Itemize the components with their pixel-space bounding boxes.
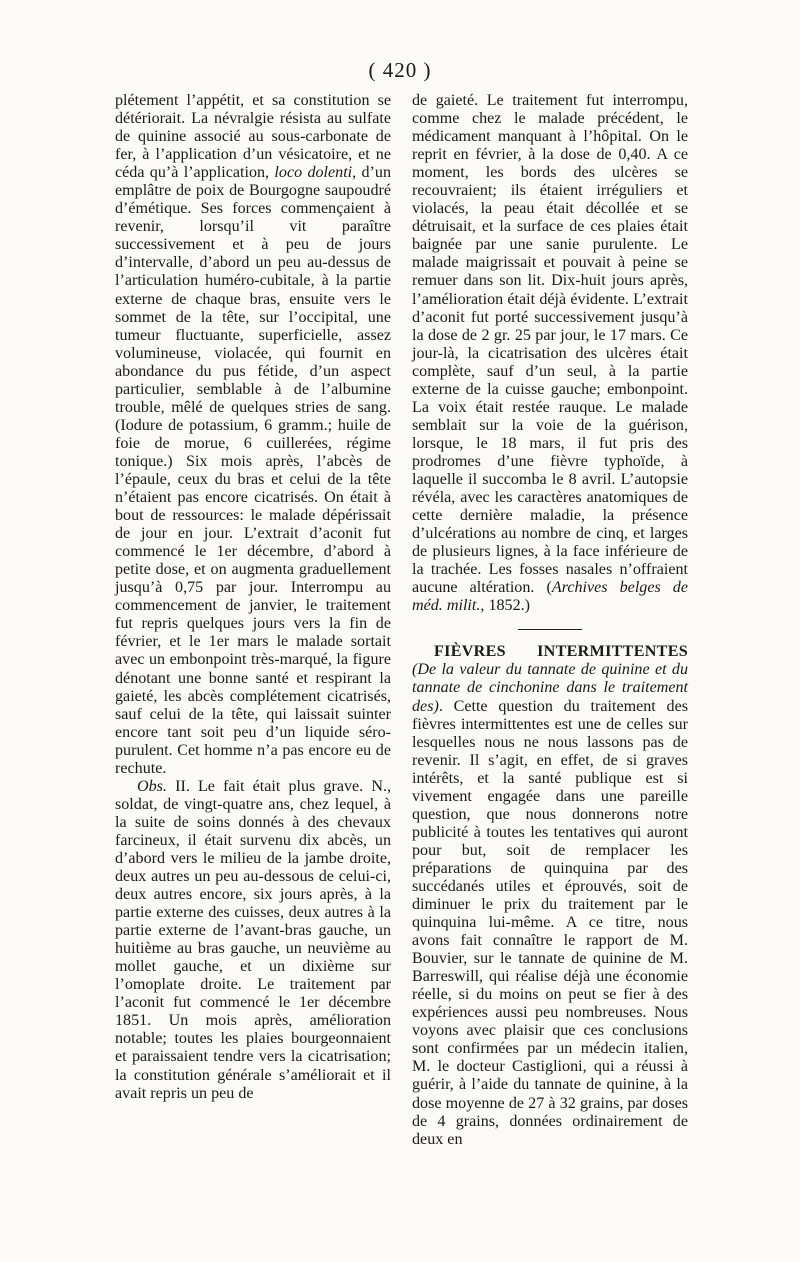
left-column (115, 92, 391, 1103)
text-run: . Cette question du traitement des fièvres intermittentes est une de celles sur lesquelles nous ne nous lassons pas de revenir. Il s’agit, en effet, de si graves intérêts, et la santé publique est si vivement engagée dans une pareille question, que nous donnerons notre publicité à toutes les tentatives qui auront pour but, soit de remplacer les préparations de quinquina par des succédanés utiles et éprouvés, soit de diminuer le prix du traitement par le quinquina lui-même. A ce titre, nous avons fait connaître le rapport de M. Bouvier, sur le tannate de quinine de M. Barreswill, qui réalise déjà une économie réelle, si du moins on peut se fier à des expériences aussi peu nombreuses. Nous voyons avec plaisir que ces conclusions sont confirmées par un médecin italien, M. le docteur Castiglioni, qui a réussi à guérir, à l’aide du tannate de quinine, à la dose moyenne de 27 à 32 grains, par doses de 4 grains, données ordinairement de deux en (412, 697, 688, 1148)
text-run: , 1852.) (480, 597, 531, 615)
observation-paragraph (115, 778, 391, 1103)
latin-phrase: loco dolenti (274, 164, 353, 182)
section-heading: FIÈVRES INTERMITTENTES (434, 643, 688, 661)
text-run: plétement l’appétit, et sa constitution se détériorait. La névralgie résista au sulfate de quinine associé au sous-carbonate de fer, à l’application d’un vésicatoire, et ne céda qu’à l’application, (115, 92, 391, 182)
right-column (412, 92, 688, 1149)
source-citation: Archives belges de méd. milit. (412, 579, 688, 615)
text-run: II. Le fait était plus grave. N., soldat, de vingt-quatre ans, chez lequel, à la suite de soins donnés à des chevaux farcineux, il était survenu dix abcès, un d’abord vers le milieu de la jambe droite, deux autres un peu au-dessous de celui-ci, deux autres encore, six jours après, à la partie externe des cuisses, deux autres à la partie externe de l’avant-bras gauche, un huitième au bras gauche, un neuvième au mollet gauche, et un dixième sur l’omoplate droite. Le traitement par l’aconit fut commencé le 1er décembre 1851. Un mois après, amélioration notable; toutes les plaies bourgeonnaient et paraissaient tendre vers la cicatrisation; la constitution générale s’améliorait et il avait repris un peu de (115, 777, 391, 1102)
page-number: ( 420 ) (368, 58, 432, 82)
section-divider (518, 629, 582, 630)
text-run: de gaieté. Le traitement fut interrompu, comme chez le malade précédent, le médicament manquant à l’hôpital. On le reprit en février, à la dose de 0,40. A ce moment, les bords des ulcères se recouvraient; ils étaient irréguliers et violacés, la peau était décollée et se détruisait, et la surface de ces plaies était baignée par une sanie purulente. Le malade maigrissait et pouvait à peine se remuer dans son lit. Dix-huit jours après, l’amélioration était déjà évidente. L’extrait d’aconit fut porté successivement jusqu’à la dose de 2 gr. 25 par jour, le 17 mars. Ce jour-là, la cicatrisation des ulcères était complète, sauf d’un seul, à la partie externe de la cuisse gauche; embonpoint. La voix était restée rauque. Le malade semblait sur la voie de la guérison, lorsque, le 18 mars, il fut pris des prodromes d’une fièvre typhoïde, à laquelle il succomba le 8 avril. L’autopsie révéla, avec les caractères anatomiques de cette dernière maladie, la présence d’ulcérations au nombre de cinq, et larges de plusieurs lignes, à la face inférieure de la trachée. Les fosses nasales n’offraient aucune altération. ( (412, 92, 688, 597)
section-subtitle: (De la valeur du tannate de quinine et du tannate de cinchonine dans le traitement des) (412, 661, 688, 715)
paragraph-continuation (115, 92, 391, 778)
paragraph-continuation (412, 92, 688, 615)
obs-label: Obs. (137, 777, 167, 795)
section-paragraph (412, 643, 688, 1148)
text-run: , d’un emplâtre de poix de Bourgogne saupoudré d’émétique. Ses forces commençaient à revenir, lorsqu’il vit paraître successivement et à peu de jours d’intervalle, d’abord un peu au-dessus de l’articulation huméro-cubitale, à la partie externe de chaque bras, ensuite vers le sommet de la tête, sur l’occipital, une tumeur fluctuante, superficielle, assez volumineuse, violacée, qui fournit en abondance du pus fétide, d’un aspect particulier, semblable à de l’albumine trouble, mêlé de quelques stries de sang. (Iodure de potassium, 6 gramm.; huile de foie de morue, 6 cuillerées, régime tonique.) Six mois après, l’abcès de l’épaule, ceux du bras et celui de la tête n’étaient pas encore cicatrisés. On était à bout de ressources: le malade dépérissait de jour en jour. L’extrait d’aconit fut commencé le 1er décembre, d’abord à petite dose, et on augmenta graduellement jusqu’à 0,75 par jour. Interrompu au commencement de janvier, le traitement fut repris quelques jours vers la fin de février, et le 1er mars le malade sortait avec un embonpoint très-marqué, la figure dénotant une bonne santé et respirant la gaieté, les abcès complétement cicatrisés, sauf celui de la tête, qui laissait suinter encore tant soit peu d’un liquide séro-purulent. Cet homme n’a pas encore eu de rechute. (115, 164, 392, 777)
